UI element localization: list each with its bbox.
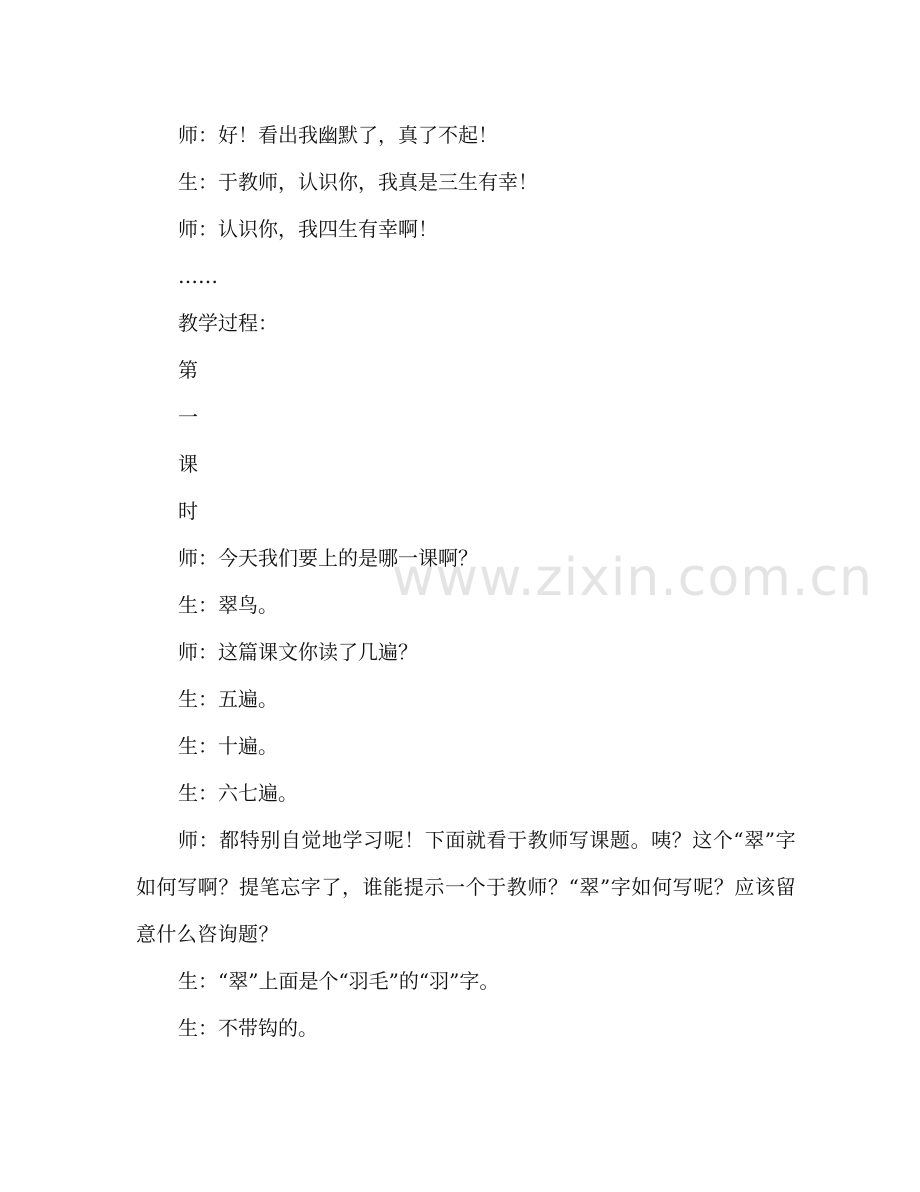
watermark: www.zixin.com.cn — [392, 548, 873, 608]
dialogue-line: 生：六七遍。 — [178, 781, 298, 805]
dialogue-line: 生：翠鸟。 — [178, 593, 278, 617]
dialogue-line: 师：这篇课文你读了几遍？ — [178, 640, 418, 664]
vertical-heading-char: 课 — [178, 452, 198, 476]
vertical-heading-char: 一 — [178, 405, 198, 429]
dialogue-line: 师：认识你，我四生有幸啊！ — [178, 217, 438, 241]
dialogue-paragraph: 师：都特别自觉地学习呢！下面就看于教师写课题。咦？这个“翠”字如何写啊？提笔忘字了，谁能提示一个于教师？“翠”字如何写呢？应该留意什么咨询题？ — [136, 828, 796, 946]
ellipsis-line: …… — [178, 264, 218, 288]
dialogue-line: 生：不带钩的。 — [178, 1016, 318, 1040]
dialogue-line: 生：十遍。 — [178, 734, 278, 758]
section-heading: 教学过程： — [178, 311, 278, 335]
dialogue-line: 生：于教师，认识你，我真是三生有幸！ — [178, 170, 538, 194]
dialogue-line: 生：五遍。 — [178, 687, 278, 711]
dialogue-line: 生：“翠”上面是个“羽毛”的“羽”字。 — [178, 969, 500, 993]
dialogue-line: 师：好！看出我幽默了，真了不起！ — [178, 123, 498, 147]
document-body — [136, 112, 796, 1052]
vertical-heading-char: 第 — [178, 358, 198, 382]
dialogue-line: 师：今天我们要上的是哪一课啊？ — [178, 546, 478, 570]
vertical-heading-char: 时 — [178, 499, 198, 523]
